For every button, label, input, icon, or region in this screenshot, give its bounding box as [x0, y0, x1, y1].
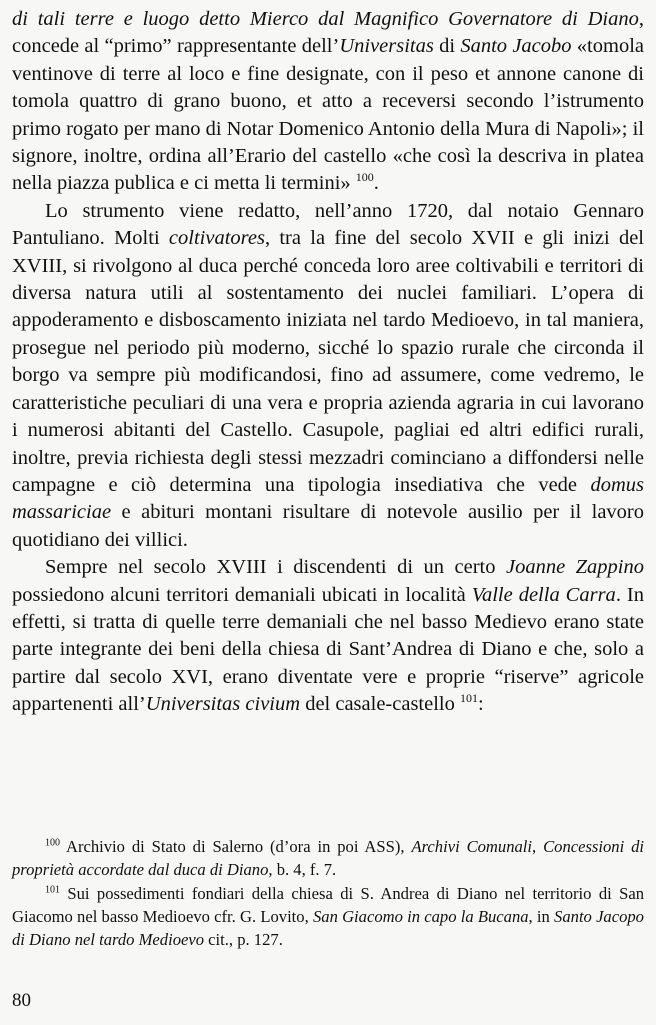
- text-span: , tra la fine del secolo XVII e gli inizi del XVIII, si rivolgono al duca perché conceda loro aree coltivabili e territori di diversa natura utili al sostentamento dei nuclei familiari. L’opera di appoderamento e disboscamento iniziata nel tardo Medioevo, in tal maniera, prosegue nel periodo più moderno, sicché lo spazio rurale che circonda il borgo va sempre più modificandosi, fino ad assumere, come vedremo, le caratteristiche peculiari di una vera e propria azienda agraria in cui lavorano i numerosi abitanti del Castello. Casupole, pagliai ed altri edifici rurali, inoltre, previa richiesta degli stessi mezzadri cominciano a diffondersi nelle campagne e ciò determina una tipologia insediativa che vede: [12, 227, 644, 496]
- text-span: cit., p. 127.: [204, 930, 283, 950]
- italic-span: San Giacomo in capo la Bucana: [312, 906, 529, 926]
- text-span: di: [433, 35, 461, 58]
- italic-span: Santo Jacobo: [460, 35, 572, 58]
- text-span: possiedono alcuni territori demaniali ubicati in località: [12, 583, 472, 606]
- text-span: e abituri montani risultare di notevole ausilio per il lavoro quotidiano dei villici.: [12, 501, 644, 551]
- italic-span: Concessioni di proprietà accordate dal duca di Diano: [12, 837, 644, 880]
- paragraph-1: [12, 6, 644, 198]
- paragraph-3: [12, 554, 644, 718]
- text-span: Archivio di Stato di Salerno (d’ora in poi ASS),: [60, 837, 412, 856]
- italic-span: Universitas: [339, 35, 434, 58]
- text-span: , concede al “primo” rappresentante dell’: [12, 8, 644, 58]
- italic-span: coltivatores: [168, 227, 265, 250]
- italic-span: di tali terre e luogo detto Mierco dal Magnifico Governatore di Diano: [12, 8, 639, 30]
- footnote-100: [12, 835, 644, 882]
- text-span: «tomola ventinove di terre al loco e fine designate, con il peso et annone canone di tomola quattro di grano buono, et atto a receversi secondo l’istrumento primo rogato per mano di Notar Domenico Antonio della Mura di Napoli»; il signore, inoltre, ordina all’Erario del castello «che così la descriva in platea nella piazza publica e ci metta li termini»: [12, 35, 644, 195]
- footnote-number: 101: [45, 884, 60, 896]
- footnotes: [12, 835, 644, 951]
- italic-span: Valle della Carra: [471, 583, 616, 606]
- footnote-ref-100[interactable]: 100: [355, 170, 374, 185]
- text-span: :: [478, 693, 484, 716]
- italic-span: Universitas civium: [145, 693, 301, 716]
- text-span: Sui possedimenti fondiari della chiesa di S. Andrea di Diano nel territorio di San Giacomo nel basso Medioevo cfr. G. Lovito,: [12, 883, 644, 926]
- page-number: 80: [12, 990, 31, 1011]
- italic-span: Archivi Comunali: [411, 837, 533, 856]
- main-text: [12, 6, 644, 719]
- italic-span: Santo Jacopo di Diano nel tardo Medioevo: [12, 906, 644, 950]
- text-span: .: [373, 172, 379, 195]
- footnote-101: [12, 882, 644, 952]
- text-span: . In effetti, si tratta di quelle terre demaniali che nel basso Medievo erano state parte integrante dei beni della chiesa di Sant’Andrea di Diano e che, solo a partire dal secolo XVI, erano diventate vere e proprie “riserve” agricole appartenenti all’: [12, 583, 644, 716]
- text-span: , in: [528, 906, 555, 926]
- italic-span: Joanne Zappino: [505, 556, 644, 579]
- paragraph-2: [12, 198, 644, 554]
- text-span: del casale-castello: [300, 693, 455, 716]
- text-span: Sempre nel secolo XVIII i discendenti di un certo: [45, 556, 506, 579]
- text-span: Lo strumento viene redatto, nell’anno 1720, dal notaio Gennaro Pantuliano. Molti: [12, 199, 644, 250]
- text-span: , b. 4, f. 7.: [268, 860, 337, 880]
- italic-span: domus massariciae: [12, 473, 644, 524]
- footnote-number: 100: [45, 837, 60, 849]
- footnote-ref-101[interactable]: 101: [460, 691, 478, 706]
- text-span: ,: [532, 837, 544, 856]
